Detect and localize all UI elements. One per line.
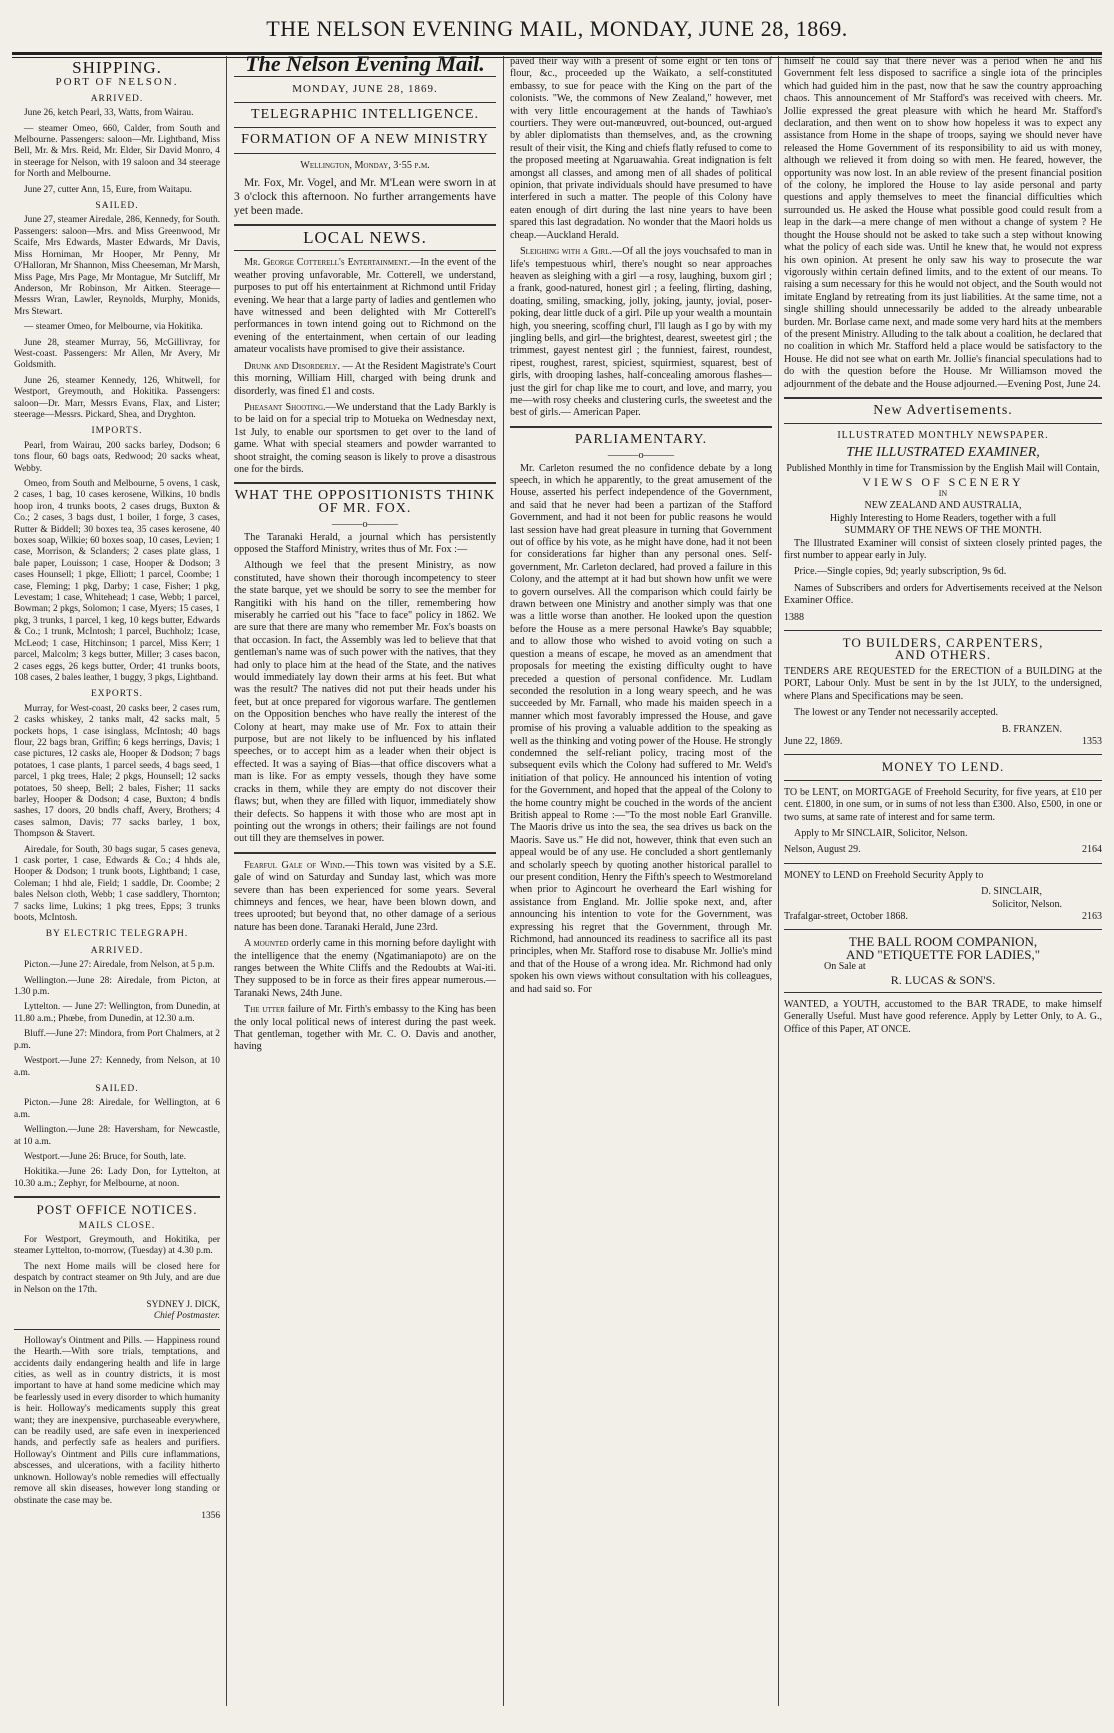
column-divider — [778, 56, 779, 1706]
ad-line: Names of Subscribers and orders for Advertisements received at the Nelson Examiner Office. — [784, 582, 1102, 607]
ad-heading: AND "ETIQUETTE FOR LADIES," — [845, 946, 1041, 962]
masthead: THE NELSON EVENING MAIL, MONDAY, JUNE 28, 1869. — [266, 16, 848, 41]
column-divider — [226, 56, 227, 1706]
ad-number: 1388 — [784, 611, 804, 623]
ad-signature: D. SINCLAIR, — [981, 886, 1042, 898]
ad-title: THE ILLUSTRATED EXAMINER, — [846, 444, 1040, 460]
separator — [510, 426, 772, 428]
mounted-item: A mounted orderly came in this morning before daylight with the intelligence that the enemy (Ngatimaniapoto) are on the ranges between the White Cliffs and the Redoubts at Wai-iti. They supposed to be in force as their fires appear numerous.—Taranaki News, 24th June. — [234, 938, 496, 999]
arrival-entry: June 27, cutter Ann, 15, Eure, from Waitapu. — [24, 184, 192, 195]
ad-heading: TO BUILDERS, CARPENTERS, — [842, 635, 1044, 651]
ad-line: VIEWS OF SCENERY — [862, 474, 1024, 489]
separator — [784, 863, 1102, 864]
telegraph-arrival-entry: Lyttelton. — June 27: Wellington, from Dunedin, at 11.80 a.m.; Phœbe, from Dunedin, at 12.30 a.m. — [14, 1002, 220, 1024]
separator — [784, 397, 1102, 399]
port-heading: PORT OF NELSON. — [55, 76, 179, 89]
ad-signature: Solicitor, Nelson. — [992, 898, 1062, 910]
sleighing-item: Sleighing with a Girl.—Of all the joys vouchsafed to man in life's tempestuous whirl, there's nought so near approaches heaven as sleighing with a girl —a rosy, laughing, buxom girl ; a frank, good-natured, honest girl ; a feeling, flirting, dashing, doating, smiling, smacking, jolly, joking, jaunty, jovial, poser-poking, dear little duck of a girl. Pile up your wealth a mountain high, you sneering, scoffing churl, I'll laugh as I go by with my jingling bells, and girl—the brightest, dearest, sweetest girl ; the trimmest, gayest nentest girl ; the funniest, fairest, roundest, ripest, roughest, rarest, spiciest, squirmiest, squarest, best of girls, with drooping lashes, half-concealing amorous flashes—just the girl for chap like me to court, and love, and marry, you me—with rosy cheeks and clustering curls, the sweetest and the best of girls.— American Paper. — [510, 246, 772, 419]
holloway-ad: Holloway's Ointment and Pills. — Happiness round the Hearth.—With sore trials, temptations, and accidents daily endangering health and life in large cities, as well as in country districts, it is most important to have at hand some medicine which may be fearlessly used in every disorder to which humanity is heir. Holloway's medicaments supply this great want; they are inexpensive, purchaseable everywhere, can be readily used, are safe even in inexperienced hands, and perfectly safe as healers and purifiers. Holloway's Ointment and Pills cure inflammations, abscesses, and ulcerations, with a facility hitherto unknown. Holloway's noble remedies will effectually remove all skin diseases, however long standing or obstinate the case may be. — [14, 1335, 220, 1506]
arrived-list — [14, 108, 220, 196]
separator — [14, 1196, 220, 1198]
col4-continuation: himself he could say that there never was a period when he and his Government felt less disposed to sacrifice a single iota of the principles which had guided him in the past, now that he saw the country approaching chaos. This announcement of Mr Stafford's was received with cheers. Mr. Jollie expressed the great pleasure with which he heard Mr. Stafford's declaration, and then went on to show how hopeless it was to expect any assistance from Home in the shape of troops, saying we should never have released the Home Government of its responsibility to aid us with money, although we relieved it from doing so with men. He feared, however, the opportunity was now lost. In an able review of the present financial position of the colony, he implored the House to lay aside personal and party questions and apply themselves to meet the financial difficulties which surrounded us. He asked the House what possible good could result from a leap in the dark—a mere change of men without a change of system ? He thought the House should not be asked to take such a step without knowing what the policy of each side was. Until he knew that, he would not express his own opinion. At present he only saw his way to prosecute the war vigorously within certain defined limits, and to the extent of our means. To raising a sum necessary for this he would not object, and the South would not imitate England by retreating from its just liabilities. At the same time, not a single shilling should unnecessarily be added to the already unbearable burden. Mr. Borlase came next, and made some very hard hits at the members of the present Ministry. Alluding to the talk about a coalition, he declared that no coalition in which Mr. Stafford held a place would be satisfactory to the House. He did not see what on earth Mr. Jollie's financial speculations had to do with the question before the House. Mr Williamson moved the adjournment of the debate and the House adjourned.—Evening Post, June 24. — [784, 56, 1102, 390]
ballroom-companion-ad — [784, 936, 1102, 986]
paper-title: The Nelson Evening Mail. — [245, 56, 485, 76]
local-item: Drunk and Disorderly. — At the Resident Magistrate's Court this morning, William Hill, charged with being drunk and disorderly, was fined £1 and costs. — [234, 360, 496, 397]
ministry-text: Mr. Fox, Mr. Vogel, and Mr. M'Lean were sworn in at 3 o'clock this afternoon. No further arrangements have yet been made. — [234, 177, 496, 218]
arrived-heading: ARRIVED. — [90, 93, 144, 104]
ad-heading: MONEY TO LEND. — [881, 759, 1005, 775]
opp-intro: The Taranaki Herald, a journal which has persistently opposed the Stafford Ministry, writes thus of Mr. Fox :— — [234, 531, 496, 555]
sailed-list — [14, 215, 220, 421]
ad-heading: ILLUSTRATED MONTHLY NEWSPAPER. — [837, 430, 1049, 442]
illustrated-examiner-ad — [784, 430, 1102, 624]
telegraph-arrival-entry: Bluff.—June 27: Mindora, from Port Chalmers, at 2 p.m. — [14, 1029, 220, 1051]
tel-arrived-heading: ARRIVED. — [90, 945, 144, 956]
separator — [234, 482, 496, 484]
opp-text: Although we feel that the present Ministry, as now constituted, have shown their thorough incompetency to steer the state barque, yet we should be sorry to see the member for Rangitiki with his hand on the tiller, remembering how miserably he carried out his "face to face" policy in 1862. We are sure that there are many who remember Mr. Fox's boasts on that occasion. In fact, the Assembly was led to believe that that gentleman's name was of such power with the natives, that they had only to place him at the head of the State, and the natives would immediately lay down their arms at his feet. But what was the result? The natives did not put their heads under his feet, but at once prepared for vigorous warfare. The gentlemen on the Opposition benches who have really the interest of the Colony at heart, may make use of Mr. Fox to attain their purpose, but are not likely to be influenced by his inflated speeches, or to accept him as a leader when their object is effected. It was a saying of Bias—that office discovers what a man is like. For as empty vessels, though they have some cracks in them, while they are empty do not discover their flaws; but, when they are filled with liquor, immediately show their defects. So happens it with those who are most apt in pointing out the wrongs in others; their failings are not found out till they are themselves in power. — [234, 560, 496, 845]
sailed-heading: SAILED. — [95, 201, 139, 212]
telegraph-sailing-entry: Hokitika.—June 26: Lady Don, for Lyttelton, at 10.30 a.m.; Zephyr, for Melbourne, at noon. — [14, 1167, 220, 1189]
ad-text: TENDERS ARE REQUESTED for the ERECTION of a BUILDING at the PORT, Labour Only. Must be sent in by the 1st JULY, to the undersigned, where Plans and Specifications may be seen. — [784, 665, 1102, 702]
column-2 — [234, 56, 496, 1706]
shipping-title: SHIPPING. — [72, 58, 162, 77]
sailing-entry: June 28, steamer Murray, 56, McGillivray, for West-coast. Passengers: Mr Allen, Mr Avery, Mr Goldsmith. — [14, 337, 220, 371]
ad-footer: Trafalgar-street, October 1868. 2163 — [784, 910, 1102, 922]
exports-heading: EXPORTS. — [90, 689, 144, 700]
postmaster-title: Chief Postmaster. — [153, 1311, 220, 1322]
export-entry: Airedale, for South, 30 bags sugar, 5 cases geneva, 1 cask porter, 1 case, Edwards & Co.; 4 hhds ale, Hooper & Dodson; 1 trunk boots, Lightband; 1 case, Coleman; 1 hhd ale, Field; 1 saddle, Dr. Coombe; 2 bales Nelson cloth, Webb; 1 case saddlery, Thornton; 7 sacks lime, Lukins; 1 pkg trees, Epps; 3 trunks boots, McIntosh. — [14, 844, 220, 924]
exports-list — [14, 704, 220, 925]
ad-line: SUMMARY OF THE NEWS OF THE MONTH. — [844, 525, 1042, 537]
ad-text: MONEY to LEND on Freehold Security Apply to — [784, 869, 984, 881]
separator — [784, 423, 1102, 424]
ad-line: Published Monthly in time for Transmission by the English Mail will Contain, — [786, 463, 1100, 475]
ad-line: Highly Interesting to Home Readers, together with a full — [829, 512, 1057, 524]
ad-text: Apply to Mr SINCLAIR, Solicitor, Nelson. — [794, 827, 968, 839]
telegraphic-heading: TELEGRAPHIC INTELLIGENCE. — [251, 106, 479, 122]
separator — [784, 929, 1102, 930]
ad-text: R. LUCAS & SON'S. — [890, 972, 996, 987]
local-item: Mr. George Cotterell's Entertainment.—In the event of the weather proving unfavorable, Mr. Cotterell, we understand, purposes to put off his entertainment at Richmond until Friday evening. We hear that a large party of ladies and gentlemen who have witnessed and been delighted with Mr Cotterell's performances in town intend going out to Richmond on the evening of the entertainment, when certain of our leading amateur vocalists have promised to give their assistance. — [234, 257, 496, 356]
import-entry: Omeo, from South and Melbourne, 5 ovens, 1 cask, 2 cases, 1 bag, 10 cases kerosene, Wilkins, 10 bndls hoop iron, 4 trunks boots, 2 cases drugs, Buxton & Co.; 2 cases, 3 bags dust, 1 boiler, 1 forge, 3 cases, Rutter & Biddell; 30 boxes tea, 35 cases kerosene, 40 boxes soap, Wilkie; 60 boxes soap, 10 cases, Levien; 1 case, Morrison, & Sclanders; 2 cases plate glass, 1 bale paper, Louisson; 1 case, Hooper & Dodson; 3 cases Hounsell; 1 pkge, Elliott; 1 parcel, Coombe; 1 case, Fleming; 1 pkg, Darby; 1 case, Fisher; 1 pkg, Levestam; 1 case, Whitehead; 1 case, Webb; 1 parcel, Bowman; 2 pkgs, Solomon; 1 case, Myers; 15 cases, 1 pkg, 3 trunks, 1 parcel, 1 keg, 10 kegs butter, Edwards & Co.; 1 trunk, McIntosh; 1 parcel, Buchholz; 1case, McLeod; 1 case, Hitchinson; 1 parcel, Miss Kerr; 1 parcel, Malcolm; 3 kegs butter, Miller; 3 cases bacon, 2 cases eggs, 26 kegs butter, Order; 41 trunks boots, 108 cases, 2 bales leather, 1 buggy, 3 pkgs, Lightband. — [14, 479, 220, 683]
holloway-number: 1356 — [201, 1510, 220, 1521]
ad-heading: AND OTHERS. — [894, 647, 992, 663]
separator — [234, 250, 496, 251]
local-news-heading: LOCAL NEWS. — [303, 228, 427, 248]
separator — [234, 852, 496, 854]
postmaster-name: SYDNEY J. DICK, — [146, 1300, 220, 1310]
new-advertisements-heading: New Advertisements. — [873, 402, 1013, 418]
sailing-entry: June 26, steamer Kennedy, 126, Whitwell, for Westport, Greymouth, and Hokitika. Passengers: saloon—Dr. Marr, Messrs Evans, Flax, and Lister; steerage—Messrs. Pickard, Shea, and Dryghton. — [14, 375, 220, 420]
utter-item: The utter failure of Mr. Firth's embassy to the King has been the only local political news of interest during the past week. That gentleman, together with Mr. C. O. Davis and another, having — [234, 1004, 496, 1053]
tel-arrived-list — [14, 960, 220, 1079]
ad-text: The lowest or any Tender not necessarily accepted. — [794, 707, 999, 719]
oppositionists-heading: WHAT THE OPPOSITIONISTS THINK OF MR. FOX. — [234, 488, 496, 516]
separator — [234, 127, 496, 128]
col3-continuation: paved their way with a present of some eight or ten tons of flour, &c., proceeded up the Waikato, a self-constituted embassy, to sue for peace with the King on the part of the colonists. "We, the commons of New Zealand," however, met with very little encouragement at the hands of Tawhiao's courtiers. They were out-manœuvred, out-bounced, out-argued by abler diplomatists than themselves, and, as the crowning result of their visit, the King and chiefs flatly refused to come to the proposed meeting at Ngaruawahia. Great indignation is felt amongst all classes, and among men of all shades of political opinion, that private individuals should have presumed to have interfered in such a matter. The people of this Colony have eaten enough of dirt during the last nine years to have been spared this last degradation. No wonder that the Maori holds us cheap.—Auckland Herald. — [510, 56, 772, 241]
separator — [784, 630, 1102, 631]
post-office-title: POST OFFICE NOTICES. — [36, 1202, 198, 1218]
ad-line: Price.—Single copies, 9d; yearly subscription, 9s 6d. — [794, 566, 1007, 578]
telegraph-arrival-entry: Picton.—June 27: Airedale, from Nelson, at 5 p.m. — [24, 960, 215, 971]
post-office-para: For Westport, Greymouth, and Hokitika, per steamer Lyttelton, to-morrow, (Tuesday) at 4.30 p.m. — [14, 1234, 220, 1257]
ministry-heading: FORMATION OF A NEW MINISTRY — [241, 132, 489, 148]
tel-sailed-list — [14, 1098, 220, 1190]
import-entry: Pearl, from Wairau, 200 sacks barley, Dodson; 6 tons flour, 60 bags oats, Redwood; 20 sacks wheat, Webby. — [14, 440, 220, 474]
ad-signature: B. FRANZEN. — [1001, 723, 1062, 735]
separator — [784, 754, 1102, 755]
post-office-para: The next Home mails will be closed here for despatch by contract steamer on 9th July, and are due in Nelson on the 17th. — [14, 1261, 220, 1295]
parliamentary-text: Mr. Carleton resumed the no confidence debate by a long speech, in which he apparently, to the great amusement of the House, asserted his perfect independence of the Government, and said that he never had been a partizan of the Stafford Government, and had it not been for public reasons he would last session have had great pleasure in turning that Government out of office by his vote, as he might have done, had it not been for considerations far higher than any personal ones. Self-government, Mr. Carleton declared, had proved a failure in this Colony, and the attempt at it had but shown how unfit we were to govern ourselves. All the comparison which could fairly be drawn between one Ministry and another simply was that one was a little worse than another. He looked upon the question before the House as a mere personal Hawke's Bay squabble; and to allow those who wished to avoid voting on such a question a means of escape, he moved as an amendment that proposals for meeting the existing difficulty ought to have preceded a question of personal confidence. Mr. Ludlam seconded the resolution in a long weary speech, and he was succeeded by Mr. Farnall, who made his maiden speech in a manner which most favorably impressed the House, and gave promise of his proving a valuable addition to the speaking as well as the thinking and voting power of the House. He strongly condemned the self-reliant policy, tracing most of the subsequent evils which the Colony had suffered to Mr. Weld's initiation of that policy. He announced his intention of voting for the Government, and hoped that the appeal of the Colony to the home country might be couched in the words of the ancient British appeal to Rome :—"To the most noble Earl Granville. The Maoris drive us into the sea, the sea drives us back on the Maoris. Save us." He did not, however, think that even such an appeal would be of any use. He concluded a short gentlemanly and scholarly speech by quoting another historical parallel to our present condition, Henry the Fifth's speech to Westmoreland when prior to Agincourt he overheard the Earl wishing for assistance from England. Mr. Jollie spoke next, and, after announcing his intention to vote for the Government, was expressing his regret that the Government, through Mr. Richmond, had announced its readiness to sacrifice all its past principles, when Mr. Stafford rose to disabuse Mr. Jollie's mind and that of the House of a wrong idea. Mr. Richmond had only spoken his own views without consultation with his colleagues, and had said so. For — [510, 462, 772, 995]
separator — [784, 992, 1102, 993]
separator — [234, 224, 496, 226]
telegraph-sailing-entry: Wellington.—June 28: Haversham, for Newcastle, at 10 a.m. — [14, 1125, 220, 1147]
telegraph-arrival-entry: Wellington.—June 28: Airedale, from Picton, at 1.30 p.m. — [14, 975, 220, 998]
ad-line: NEW ZEALAND AND AUSTRALIA, — [864, 500, 1022, 512]
arrival-entry: June 26, ketch Pearl, 33, Watts, from Wairau. — [24, 108, 194, 119]
telegraph-arrival-entry: Westport.—June 27: Kennedy, from Nelson, at 10 a.m. — [14, 1056, 220, 1078]
ad-line: IN — [938, 489, 948, 498]
columns — [12, 56, 1102, 1713]
ornament: ———o——— — [331, 519, 399, 531]
sailing-entry: June 27, steamer Airedale, 286, Kennedy, for South. Passengers: saloon—Mrs. and Miss Greenwood, Mr Scaife, Mrs Edwards, Master Edwards, Mr Davis, Miss Horniman, Mr Hooper, Mr Penny, Mr O'Halloran, Mr Shannon, Miss Cheeseman, Mr Marsh, Miss Page, Mrs Page, Mr Montague, Mr Sutcliff, Mr Anderson, Mr Robinson, Mr Aitken. Steerage—Messrs Wran, Lawler, Reynolds, Murphy, Monids, Mrs Stewart. — [14, 215, 220, 317]
ad-footer: June 22, 1869. 1353 — [784, 735, 1102, 747]
separator — [14, 1329, 220, 1330]
ad-heading: THE BALL ROOM COMPANION, — [848, 934, 1038, 950]
imports-heading: IMPORTS. — [91, 426, 143, 437]
separator — [784, 780, 1102, 781]
imports-list — [14, 441, 220, 685]
ad-text: TO be LENT, on MORTGAGE of Freehold Security, for five years, at £10 per cent. £1800, in one sum, or in sums of not less than £300. Also, £500, in one or two sums, at same rate of interest and for same term. — [784, 786, 1102, 823]
export-entry: Murray, for West-coast, 20 casks beer, 2 cases rum, 2 casks whiskey, 2 tanks malt, 42 sacks malt, 5 pockets hops, 1 case isinglass, McIntosh; 40 bags flour, 22 bags bran, Griffin; 6 kegs herrings, Davis; 1 case pictures, 12 casks ale, Hooper & Dodson; 7 bags potatoes, 1 case plants, 1 parcel seeds, 4 bags seed, 1 parcel, 1 pkg trees, Hale; 2 pkgs, Hounsell; 12 sacks potatoes, 50 sheep, Bell; 2 bales, Fisher; 11 sacks barley, Hooper & Dodson; 4 case, Buxton; 4 bndls sashes, 17 doors, 20 bndls chaff, Avery, Brothers; 4 cases salmon, Davis; 77 sacks barley, 1 box, Thompson & Stavert. — [14, 703, 220, 840]
wanted-ad: WANTED, a YOUTH, accustomed to the BAR TRADE, to make himself Generally Useful. Must have good reference. Apply by Letter Only, to A. G., Office of this Paper, AT ONCE. — [784, 999, 1102, 1035]
masthead-rule — [12, 52, 1102, 55]
arrival-entry: — steamer Omeo, 660, Calder, from South and Melbourne. Passengers: saloon—Mr. Lightband, Miss Bell, Mr. & Mrs. Reid, Mr. Elder, Sir David Monro, 4 in steerage for Nelson, with 19 saloon and 34 steerage for North and Melbourne. — [14, 123, 220, 180]
local-item: Pheasant Shooting.—We understand that the Lady Barkly is to be laid on for a special trip to Motueka on Wednesday next, 1st July, to enable our sportsmen to get over to the land of game. What with special steamers and powder warranted to shoot straight, the coming season is likely to prove a disastrous one for the birds. — [234, 401, 496, 475]
gale-item: Fearful Gale of Wind.—This town was visited by a S.E. gale of wind on Saturday and Sunday last, which was more severe than has been experienced for some years. Several chimneys and fences, we hear, have been blown down, and trees uprooted; but beyond that, no other damage of a serious nature has been done. Taranaki Herald, June 23rd. — [234, 859, 496, 933]
ornament: ———o——— — [607, 450, 675, 462]
column-1 — [14, 56, 220, 1706]
separator — [234, 153, 496, 154]
sailing-entry: — steamer Omeo, for Melbourne, via Hokitika. — [24, 322, 203, 333]
telegraph-heading: BY ELECTRIC TELEGRAPH. — [45, 929, 189, 940]
column-divider — [503, 56, 504, 1706]
separator — [234, 102, 496, 103]
parliamentary-heading: PARLIAMENTARY. — [574, 431, 708, 447]
builders-ad — [784, 637, 1102, 748]
ad-footer: Nelson, August 29. 2164 — [784, 844, 1102, 856]
tel-sailed-heading: SAILED. — [95, 1083, 139, 1094]
ad-line: The Illustrated Examiner will consist of sixteen closely printed pages, the first number to appear early in July. — [784, 537, 1102, 562]
telegraph-sailing-entry: Westport.—June 26: Bruce, for South, late. — [24, 1151, 186, 1162]
newspaper-page — [12, 8, 1102, 1713]
paper-dateline: MONDAY, JUNE 28, 1869. — [292, 83, 438, 96]
separator — [234, 76, 496, 77]
column-4 — [784, 56, 1102, 1706]
ad-text: On Sale at — [824, 961, 866, 973]
money-to-lend-ad-2 — [784, 870, 1102, 924]
telegraph-sailing-entry: Picton.—June 28: Airedale, for Wellington, at 6 a.m. — [14, 1098, 220, 1120]
column-3 — [510, 56, 772, 1706]
money-to-lend-ad — [784, 761, 1102, 856]
ministry-dateline: Wellington, Monday, 3·55 p.m. — [300, 159, 430, 171]
mails-close-heading: MAILS CLOSE. — [78, 1220, 156, 1231]
